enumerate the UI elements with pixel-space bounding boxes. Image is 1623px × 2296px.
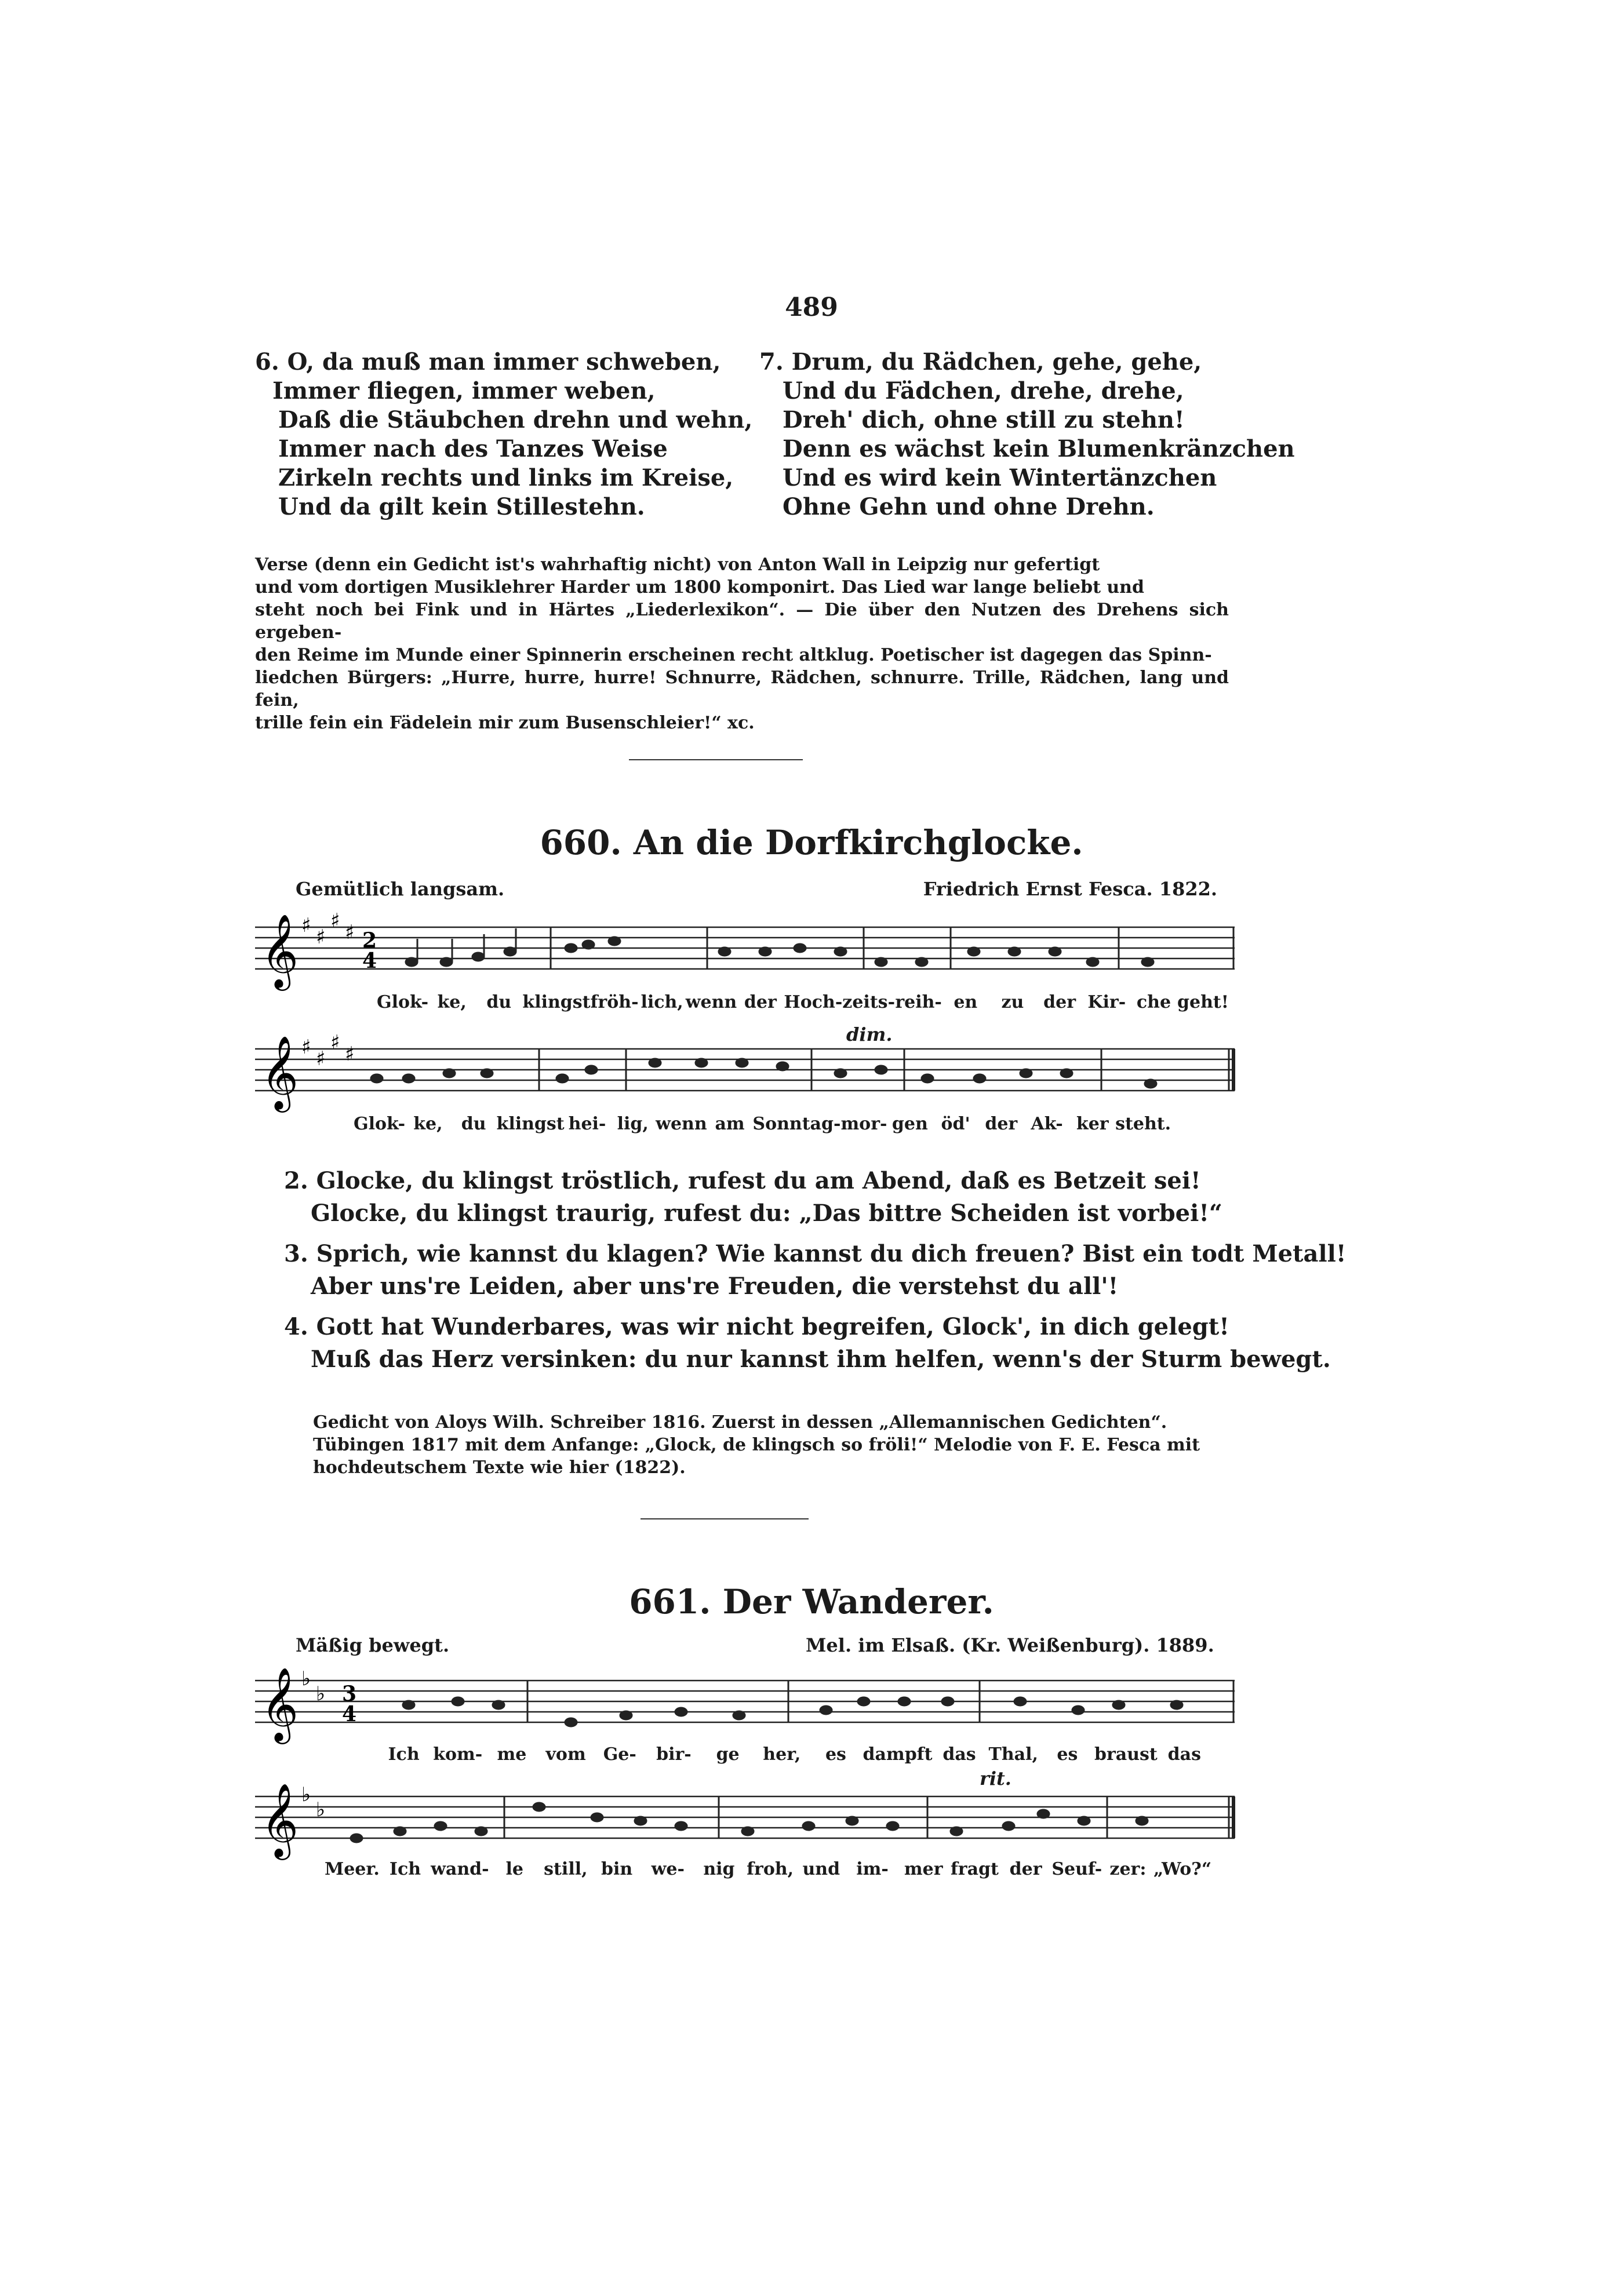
- treble-clef-icon: 𝄞: [261, 1035, 299, 1109]
- lyric-syllable: zu: [1001, 992, 1024, 1012]
- lyric-syllable: das: [1167, 1744, 1201, 1765]
- lyric-syllable: du: [461, 1114, 486, 1134]
- lyric-syllable: im-: [856, 1859, 889, 1879]
- note-line: liedchen Bürgers: „Hurre, hurre, hurre! Schnurre, Rädchen, schnurre. Trille, Rädchen, lang und fein,: [255, 668, 1229, 710]
- verse-line: 3. Sprich, wie kannst du klagen? Wie kannst du dich freuen? Bist ein todt Metall!: [284, 1240, 1347, 1267]
- lyric-syllable: am: [715, 1114, 745, 1134]
- lyric-syllable: Seuf-: [1051, 1859, 1102, 1879]
- verse-block: [284, 1165, 1346, 1376]
- time-sig-top: 2: [362, 928, 377, 953]
- lyric-syllable: lig,: [617, 1114, 649, 1134]
- svg-text:♯: ♯: [330, 1031, 340, 1054]
- stanza-line: Immer nach des Tanzes Weise: [278, 435, 668, 462]
- music-staff: [255, 1657, 1235, 1750]
- page-number: 489: [785, 293, 838, 322]
- stanza-line: Und da gilt kein Stillestehn.: [278, 493, 645, 520]
- lyric-syllable: kom-: [433, 1744, 483, 1765]
- lyric-syllable: es: [1057, 1744, 1078, 1765]
- lyric-syllable: der: [985, 1114, 1018, 1134]
- svg-text:♭: ♭: [301, 1783, 311, 1806]
- lyric-syllable: ge: [716, 1744, 740, 1765]
- lyric-syllable: bin: [601, 1859, 633, 1879]
- commentary-note: [255, 553, 1229, 734]
- note-line: hochdeutschem Texte wie hier (1822).: [313, 1457, 686, 1478]
- lyric-syllable: steht.: [1115, 1114, 1171, 1134]
- lyric-syllable: das: [942, 1744, 976, 1765]
- treble-clef-icon: 𝄞: [261, 913, 299, 987]
- treble-clef-icon: 𝄞: [261, 1783, 299, 1857]
- lyric-syllable: le: [505, 1859, 523, 1879]
- stanza-line: Ohne Gehn und ohne Drehn.: [783, 493, 1155, 520]
- lyric-syllable: ker: [1076, 1114, 1109, 1134]
- lyric-syllable: der: [1009, 1859, 1042, 1879]
- composer-credit: Mel. im Elsaß. (Kr. Weißenburg). 1889.: [806, 1634, 1214, 1656]
- lyric-syllable: der: [1043, 992, 1076, 1012]
- lyric-syllable: wenn: [685, 992, 737, 1012]
- section-divider: [641, 1518, 809, 1519]
- lyrics-line: [377, 1744, 1211, 1765]
- lyric-syllable: bir-: [656, 1744, 692, 1765]
- stanza-line: Dreh' dich, ohne still zu stehn!: [783, 406, 1185, 433]
- lyric-syllable: wenn: [656, 1114, 707, 1134]
- lyric-syllable: froh,: [747, 1859, 794, 1879]
- song-title: 660. An die Dorfkirchglocke.: [540, 823, 1083, 862]
- svg-text:♯: ♯: [330, 909, 340, 932]
- composer-credit: Friedrich Ernst Fesca. 1822.: [923, 878, 1217, 900]
- lyric-syllable: dampft: [863, 1744, 933, 1765]
- lyric-syllable: Ge-: [603, 1744, 636, 1765]
- verse-line: Muß das Herz versinken: du nur kannst ihm helfen, wenn's der Sturm bewegt.: [311, 1346, 1331, 1373]
- lyric-syllable: mor-: [840, 1114, 887, 1134]
- lyric-syllable: nig: [703, 1859, 735, 1879]
- lyric-syllable: vom: [545, 1744, 586, 1765]
- svg-text:♭: ♭: [316, 1798, 326, 1821]
- lyric-syllable: und: [802, 1859, 840, 1879]
- lyric-syllable: zeits-: [842, 992, 896, 1012]
- svg-text:♯: ♯: [316, 925, 326, 949]
- tempo-marking: Gemütlich langsam.: [296, 878, 505, 900]
- dynamic-marking: rit.: [980, 1767, 1011, 1790]
- lyric-syllable: geht!: [1177, 992, 1229, 1012]
- lyric-syllable: we-: [651, 1859, 685, 1879]
- song-title: 661. Der Wanderer.: [629, 1582, 994, 1621]
- lyric-syllable: „Wo?“: [1153, 1859, 1212, 1879]
- note-line: Gedicht von Aloys Wilh. Schreiber 1816. Zuerst in dessen „Allemannischen Gedichten“.: [313, 1412, 1167, 1433]
- stanza-line: Daß die Stäubchen drehn und wehn,: [278, 406, 753, 433]
- lyric-syllable: hei-: [568, 1114, 606, 1134]
- lyric-syllable: Meer.: [325, 1859, 380, 1879]
- svg-text:♭: ♭: [301, 1667, 311, 1690]
- lyric-syllable: Ak-: [1031, 1114, 1063, 1134]
- lyric-syllable: Sonntag-: [752, 1114, 841, 1134]
- lyric-syllable: en: [954, 992, 978, 1012]
- stanza-line: Und es wird kein Wintertänzchen: [783, 464, 1217, 491]
- stanza-7: [759, 348, 1295, 522]
- lyric-syllable: me: [497, 1744, 527, 1765]
- lyric-syllable: lich,: [641, 992, 683, 1012]
- svg-text:♯: ♯: [301, 1036, 311, 1059]
- lyric-syllable: klingst: [496, 1114, 565, 1134]
- lyric-syllable: Kir-: [1087, 992, 1126, 1012]
- lyric-syllable: du: [486, 992, 512, 1012]
- lyric-syllable: Ich: [389, 1859, 421, 1879]
- time-sig-bottom: 4: [342, 1702, 357, 1726]
- note-line: und vom dortigen Musiklehrer Harder um 1800 komponirt. Das Lied war lange beliebt und: [255, 577, 1144, 597]
- time-sig-bottom: 4: [362, 949, 377, 973]
- lyric-syllable: wand-: [431, 1859, 489, 1879]
- stanza-line: Immer fliegen, immer weben,: [272, 377, 656, 404]
- lyrics-line: [325, 1859, 1211, 1879]
- svg-text:♯: ♯: [316, 1047, 326, 1070]
- lyrics-line: [354, 1114, 1171, 1134]
- stanza-line: 6. O, da muß man immer schweben,: [255, 348, 721, 376]
- lyric-syllable: still,: [544, 1859, 588, 1879]
- svg-text:♯: ♯: [345, 921, 355, 944]
- note-line: steht noch bei Fink und in Härtes „Liederlexikon“. — Die über den Nutzen des Drehens sich ergeben-: [255, 600, 1229, 643]
- verse-line: Glocke, du klingst traurig, rufest du: „Das bittre Scheiden ist vorbei!“: [311, 1200, 1222, 1227]
- treble-clef-icon: 𝄞: [261, 1667, 299, 1741]
- lyric-syllable: klingst: [522, 992, 591, 1012]
- lyric-syllable: che: [1136, 992, 1171, 1012]
- lyric-syllable: mer: [904, 1859, 943, 1879]
- lyric-syllable: ke,: [413, 1114, 443, 1134]
- lyric-syllable: gen: [891, 1114, 928, 1134]
- lyric-syllable: Hoch-: [784, 992, 843, 1012]
- lyrics-line: [377, 992, 1229, 1012]
- svg-text:♯: ♯: [301, 914, 311, 937]
- section-divider: [629, 759, 803, 760]
- lyric-syllable: fröh-: [590, 992, 639, 1012]
- lyric-syllable: Ich: [388, 1744, 420, 1765]
- lyric-syllable: fragt: [950, 1859, 999, 1879]
- verse-line: 4. Gott hat Wunderbares, was wir nicht begreifen, Glock', in dich gelegt!: [284, 1313, 1229, 1340]
- dynamic-marking: dim.: [846, 1023, 893, 1045]
- lyric-syllable: der: [744, 992, 777, 1012]
- svg-text:♯: ♯: [345, 1043, 355, 1066]
- stanza-line: Denn es wächst kein Blumenkränzchen: [783, 435, 1295, 462]
- lyric-syllable: Thal,: [988, 1744, 1038, 1765]
- lyric-syllable: öd': [941, 1114, 970, 1134]
- lyric-syllable: ke,: [437, 992, 467, 1012]
- lyric-syllable: reih-: [895, 992, 942, 1012]
- note-line: Verse (denn ein Gedicht ist's wahrhaftig nicht) von Anton Wall in Leipzig nur gefertigt: [255, 555, 1100, 575]
- tempo-marking: Mäßig bewegt.: [296, 1634, 450, 1656]
- verse-line: Aber uns're Leiden, aber uns're Freuden, die verstehst du all'!: [311, 1273, 1119, 1300]
- verse-line: 2. Glocke, du klingst tröstlich, rufest du am Abend, daß es Betzeit sei!: [284, 1167, 1201, 1194]
- stanza-line: 7. Drum, du Rädchen, gehe, gehe,: [759, 348, 1202, 376]
- lyric-syllable: Glok-: [354, 1114, 406, 1134]
- stanza-line: Und du Fädchen, drehe, drehe,: [783, 377, 1184, 404]
- time-sig-top: 3: [342, 1682, 357, 1706]
- lyric-syllable: zer:: [1109, 1859, 1147, 1879]
- music-staff: [255, 1773, 1235, 1866]
- note-line: Tübingen 1817 mit dem Anfange: „Glock, de klingsch so fröli!“ Melodie von F. E. Fesca mit: [313, 1435, 1200, 1455]
- lyric-syllable: Glok-: [377, 992, 429, 1012]
- song-note: [313, 1411, 1235, 1479]
- stanza-line: Zirkeln rechts und links im Kreise,: [278, 464, 734, 491]
- svg-text:♭: ♭: [316, 1682, 326, 1705]
- note-line: den Reime im Munde einer Spinnerin erscheinen recht altklug. Poetischer ist dagegen das Spinn-: [255, 645, 1212, 665]
- lyric-syllable: her,: [763, 1744, 801, 1765]
- lyric-syllable: braust: [1094, 1744, 1158, 1765]
- note-line: trille fein ein Fädelein mir zum Busenschleier!“ xc.: [255, 713, 755, 733]
- stanza-6: [255, 348, 752, 522]
- music-staff: [255, 904, 1235, 997]
- music-staff: [255, 1026, 1235, 1118]
- lyric-syllable: es: [825, 1744, 846, 1765]
